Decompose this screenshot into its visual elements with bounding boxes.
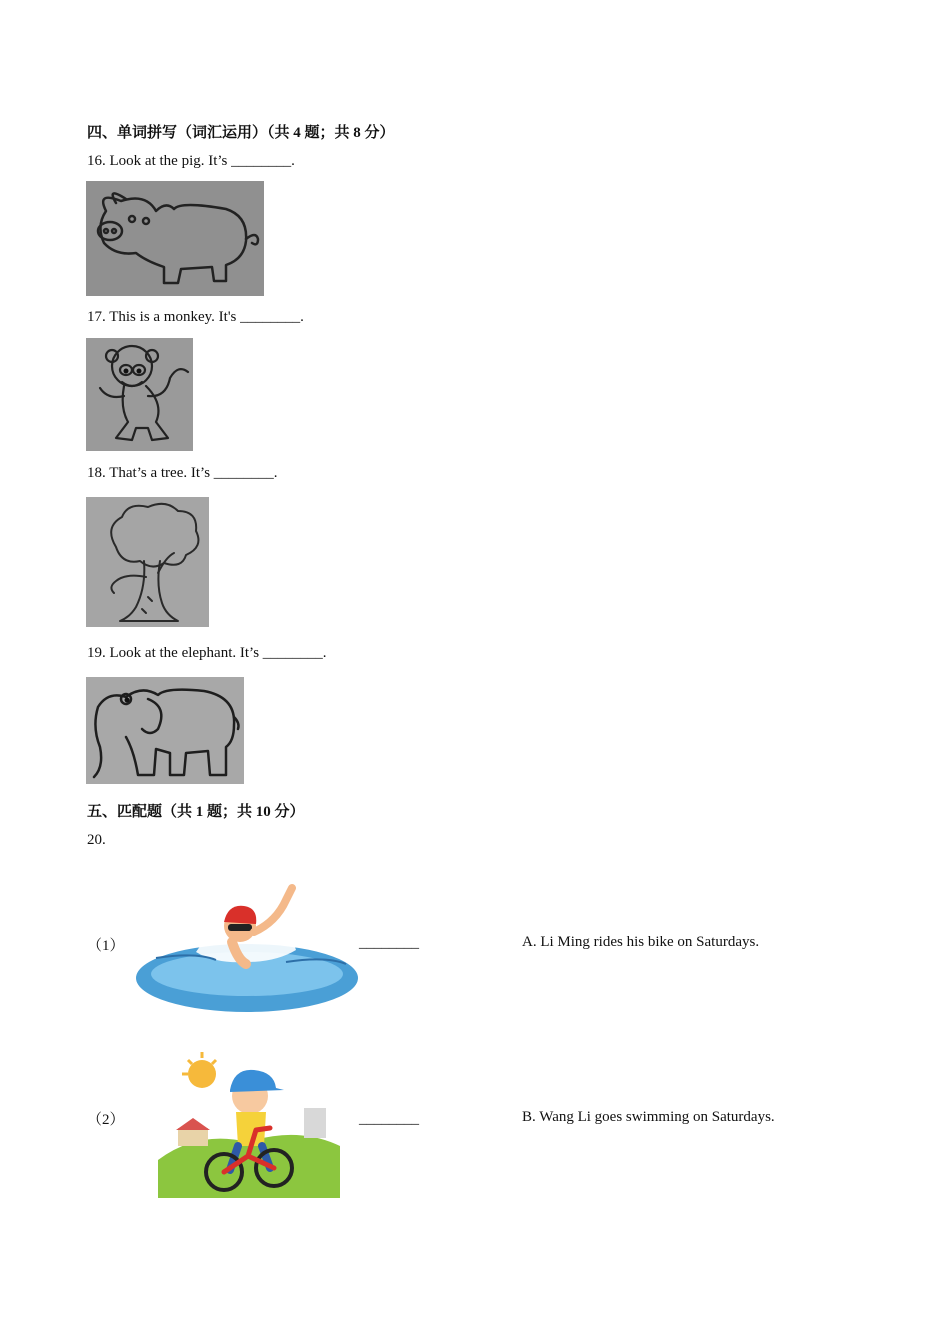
question-17: 17. This is a monkey. It's ________. xyxy=(87,309,304,325)
match-item-label: （1） xyxy=(87,938,125,954)
swimming-boy-image xyxy=(136,882,358,1014)
option-b: B. Wang Li goes swimming on Saturdays. xyxy=(522,1109,775,1125)
answer-blank-1[interactable]: ________ xyxy=(359,935,419,951)
question-19: 19. Look at the elephant. It’s ________. xyxy=(87,645,327,661)
section-5-heading: 五、匹配题（共 1 题；共 10 分） xyxy=(87,804,305,820)
answer-blank-2[interactable]: ________ xyxy=(359,1111,419,1127)
elephant-image xyxy=(86,677,244,784)
question-20: 20. xyxy=(87,832,106,848)
pig-image xyxy=(86,181,264,296)
section-4-heading: 四、单词拼写（词汇运用）（共 4 题；共 8 分） xyxy=(87,125,395,141)
tree-image xyxy=(86,497,209,627)
match-item-label: （2） xyxy=(87,1112,125,1128)
cycling-boy-image xyxy=(158,1050,340,1198)
monkey-image xyxy=(86,338,193,451)
question-16: 16. Look at the pig. It’s ________. xyxy=(87,153,295,169)
question-18: 18. That’s a tree. It’s ________. xyxy=(87,465,278,481)
option-a: A. Li Ming rides his bike on Saturdays. xyxy=(522,934,760,950)
